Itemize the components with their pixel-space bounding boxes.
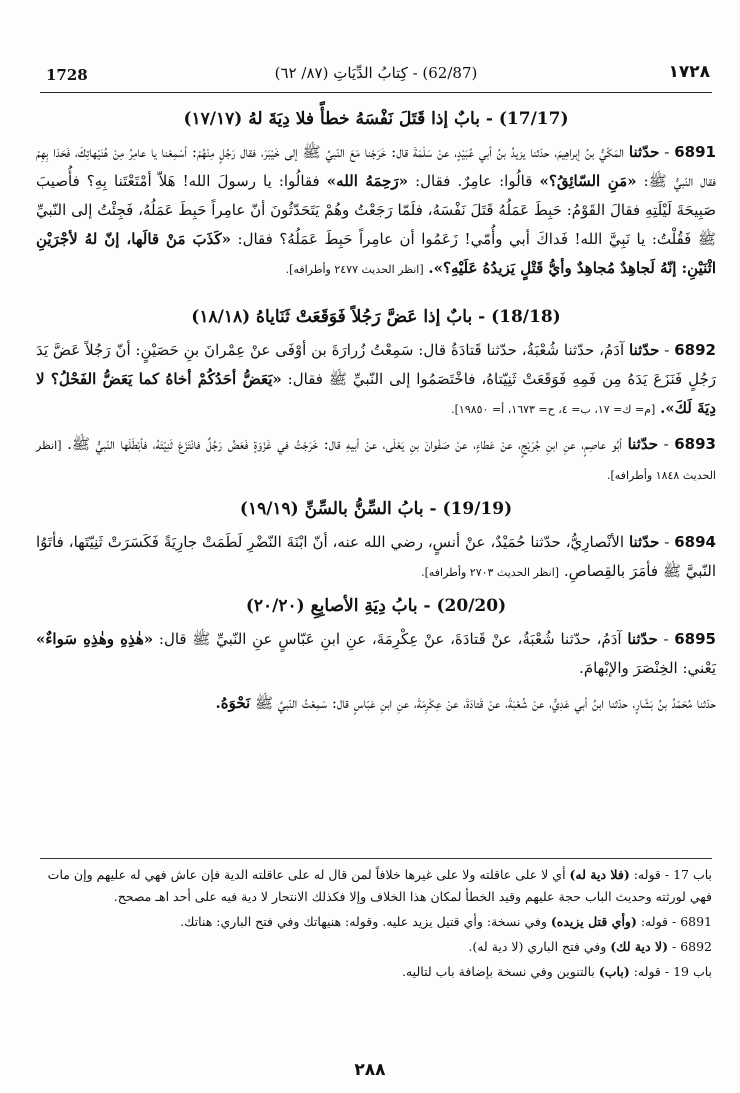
reference-note: [انظر الحديث ٢٧٠٣ وأطرافه]. xyxy=(421,566,560,579)
footnote xyxy=(40,864,712,908)
reference-note: [م= ك= ١٧، ب= ٤، ح= ١٦٧٣، أ= ١٩٨٥٠]. xyxy=(451,403,656,416)
page-number-latin: 1728 xyxy=(46,66,88,84)
chapter-heading: (20/20) - بابُ دِيَةِ الأصابِعِ (٢٠/٢٠) xyxy=(245,596,507,616)
footnote-text: وفي فتح الباري (لا دية له). xyxy=(468,939,611,954)
footnote-bold: (لا دية لك) xyxy=(610,939,669,954)
footnote-label: باب 17 - قوله: xyxy=(629,867,712,882)
haddathana-word: حدّثنا xyxy=(627,435,658,453)
hadith-paragraph xyxy=(36,689,716,718)
hadith-text: يَعْني: الخِنْصَرَ والإبْهامَ. xyxy=(579,659,716,677)
prophet-quote: «كَذَبَ مَنْ قالَها، إنّ لهُ لأجْرَيْنِ اثْنَيْنِ: إنّهُ لَجاهِدٌ مُجاهِدٌ وأيُّ قَتْلٍ يَزيدُهُ عَلَيْهِ؟». xyxy=(36,230,716,277)
hadith-text: المَكّيُّ بنُ إبراهِيمَ، حدّثنا يزيدُ بنُ أبي عُبَيْدٍ، عنْ سَلَمَةَ قال: خَرَجْنا مَعَ النّبيِّ ﷺ إلى خَيْبَرَ، فقال رَجُلٍ مِنْهُمْ: أسْمِعْنا يا عامِرُ مِنْ هُنَيْهاتِكَ، فَحَدَا بِهِمْ فقال النّبيُّ ﷺ: xyxy=(36,143,716,190)
footnote-label: 6892 - xyxy=(668,939,712,954)
hadith-number: 6891 xyxy=(674,143,716,161)
hadith-text: قالُوا: عامِرٌ. فقال: xyxy=(408,172,533,190)
chapter-heading: (19/19) - بابُ السِّنُّ بالسِّنِّ (١٩/١٩) xyxy=(239,499,513,519)
main-text xyxy=(36,100,716,718)
hadith-text: فقالُوا: يا رسولَ الله! هَلاّ أمْتَعْتَنا بِهِ؟ فأُصيبَ صَبِيحَةَ لَيْلَتِهِ فقالَ القَوْمُ: حَبِطَ عَمَلُهُ قَتَلَ نَفْسَهُ، فلَمّا رَجَعْتُ وهُمْ يَتَحَدّثُونَ أنّ عامِراً حَبِطَ عَمَلُهُ، فَجِئْتُ إلى النّبيِّ ﷺ فَقُلْتُ: يا نَبِيَّ الله! فَداكَ أبي وأُمّي! زَعَمُوا أن عامِراً حَبِطَ عَمَلُهُ؟ فقال: xyxy=(36,172,716,248)
footnote-text: بالتنوين وفي نسخة بإضافة باب لتاليه. xyxy=(402,964,599,979)
haddathana-word: حدّثنا xyxy=(628,143,660,161)
prophet-quote: «يَعَضُّ أحَدُكُمْ أخاهُ كما يَعَضُّ الفَحْلُ؟ لا دِيَةَ لَكَ». xyxy=(36,370,716,417)
footnote-bold: (باب) xyxy=(598,964,630,979)
hadith-paragraph: 6894 - حدّثنا الأنْصارِيُّ، حدّثنا حُمَيْدٌ، عنْ أنسٍ، رضي الله عنه، أنّ ابْنَةَ النّضْرِ لَطَمَتْ جارِيَةً فَكَسَرَتْ ثَنِيّتَها، فأتَوُا النّبيَّ ﷺ فأمَرَ بالقِصاصِ. [انظر الحديث ٢٧٠٣ وأطرافه]. xyxy=(36,533,716,580)
hadith-number: 6893 xyxy=(674,435,716,453)
hadith-paragraph: 6891 - حدّثنا المَكّيُّ بنُ إبراهِيمَ، حدّثنا يزيدُ بنُ أبي عُبَيْدٍ، عنْ سَلَمَةَ قال: خَرَجْنا مَعَ النّبيِّ ﷺ إلى خَيْبَرَ، فقال رَجُلٍ مِنْهُمْ: أسْمِعْنا يا عامِرُ مِنْ هُنَيْهاتِكَ، فَحَدَا بِهِمْ فقال النّبيُّ ﷺ: «مَنِ السّائِقُ؟» قالُوا: عامِرٌ. فقال: «رَحِمَهُ الله» فقالُوا: يا رسولَ الله! هَلاّ أمْتَعْتَنا بِهِ؟ فأُصيبَ صَبِيحَةَ لَيْلَتِهِ فقالَ القَوْمُ: حَبِطَ عَمَلُهُ قَتَلَ نَفْسَهُ، فلَمّا رَجَعْتُ وهُمْ يَتَحَدّثُونَ أنّ عامِراً حَبِطَ عَمَلُهُ، فَجِئْتُ إلى النّبيِّ ﷺ فَقُلْتُ: يا نَبِيَّ الله! فَداكَ أبي وأُمّي! زَعَمُوا أن عامِراً حَبِطَ عَمَلُهُ؟ فقال: «كَذَبَ مَنْ قالَها، إنّ لهُ لأجْرَيْنِ اثْنَيْنِ: إنّهُ لَجاهِدٌ مُجاهِدٌ وأيُّ قَتْلٍ يَزيدُهُ عَلَيْهِ؟». [انظر الحديث ٢٤٧٧ وأطرافه]. xyxy=(36,143,716,277)
hadith-text: حدّثنا مُحَمّدُ بنُ بَشّارٍ، حدّثنا ابنُ أبي عَدِيٍّ، عنْ شُعْبَةَ، عنْ قَتادَةَ، عنْ عِكْرِمَةَ، عنِ ابنِ عَبّاسٍ قال: سَمِعْتُ النّبيَّ ﷺ xyxy=(250,694,716,712)
header-rule xyxy=(40,92,712,93)
footnote-bold: (وأي قتل يزيده) xyxy=(550,914,637,929)
hadith-text: آدَمُ، حدّثنا شُعْبَةُ، حدّثنا قَتادَةُ قال: سَمِعْتُ زُرارَةَ بن أوْفَى عنْ عِمْرانَ بنِ حَصَيْنٍ: أنّ رَجُلاً عَضَّ يَدَ رَجُلٍ فَنَزَعَ يَدَهُ مِن فَمِهِ فَوَقَعَتْ ثَنِيّتاهُ، فاخْتَصَمُوا إلى النّبيِّ ﷺ فقال: xyxy=(36,341,716,388)
page-number-arabic: ١٧٢٨ xyxy=(668,62,710,82)
haddathana-word: حدّثنا xyxy=(628,533,660,551)
prophet-quote: «مَنِ السّائِقُ؟» xyxy=(539,172,637,190)
prophet-quote: «رَحِمَهُ الله» xyxy=(326,172,409,190)
footnote-bold: (فلا دية له) xyxy=(569,867,630,882)
footnote-rule xyxy=(40,858,712,859)
prophet-quote: «هٰذِهِ وهٰذِهِ سَواءٌ» xyxy=(36,630,154,648)
footnote-label: 6891 - قوله: xyxy=(636,914,712,929)
hadith-text: الأنْصارِيُّ، حدّثنا حُمَيْدٌ، عنْ أنسٍ، رضي الله عنه، أنّ ابْنَةَ النّضْرِ لَطَمَتْ جارِيَةً فَكَسَرَتْ ثَنِيّتَها، فأتَوُا النّبيَّ ﷺ فأمَرَ بالقِصاصِ. xyxy=(36,533,716,580)
reference-note: [انظر الحديث ١٨٤٨ وأطرافه]. xyxy=(36,439,716,482)
page-footer-number: ٢٨٨ xyxy=(354,1060,386,1080)
hadith-text: آدَمُ، حدّثنا شُعْبَةُ، عنْ قَتادَةَ، عنْ عِكْرِمَةَ، عنِ ابنِ عَبّاسٍ عنِ النّبيِّ ﷺ قال: xyxy=(153,630,622,648)
prophet-quote: نَحْوَهُ. xyxy=(215,694,251,712)
page-header xyxy=(40,58,712,92)
hadith-number: 6892 xyxy=(674,341,716,359)
hadith-number: 6895 xyxy=(674,630,716,648)
hadith-number: 6894 xyxy=(674,533,716,551)
running-title: (62/87) - كِتابُ الدِّيَاتِ (٨٧/ ٦٢) xyxy=(274,64,478,82)
footnote-label: باب 19 - قوله: xyxy=(629,964,712,979)
haddathana-word: حدّثنا xyxy=(629,341,660,359)
footnote xyxy=(40,961,712,983)
footnote xyxy=(40,936,712,958)
reference-note: [انظر الحديث ٢٤٧٧ وأطرافه]. xyxy=(285,263,424,276)
hadith-paragraph: 6895 - حدّثنا آدَمُ، حدّثنا شُعْبَةُ، عنْ قَتادَةَ، عنْ عِكْرِمَةَ، عنِ ابنِ عَبّاسٍ عنِ النّبيِّ ﷺ قال: «هٰذِهِ وهٰذِهِ سَواءٌ» يَعْني: الخِنْصَرَ والإبْهامَ. xyxy=(36,630,716,677)
footnote xyxy=(40,911,712,933)
hadith-text: أبُو عاصِمٍ، عنِ ابنِ جُرَيْجٍ، عنْ عَطاءٍ، عنْ صَفْوانَ بنِ يَعْلَى، عنْ أبيهِ قال: خَرَجْتُ في غَزْوَةٍ فَعَضَّ رَجُلٌ فانْتَزَعَ ثَنِيّتَهُ، فأبْطَلَها النّبيُّ ﷺ. xyxy=(67,435,622,453)
footnotes xyxy=(40,864,712,986)
chapter-heading: (18/18) - بابٌ إذا عَضَّ رَجُلاً فَوَقَعَتْ ثَنَاياهُ (١٨/١٨) xyxy=(191,307,561,327)
chapter-heading: (17/17) - بابٌ إذا قَتَلَ نَفْسَهُ خطأً فلا دِيَةَ لهُ (١٧/١٧) xyxy=(183,109,569,129)
hadith-paragraph: 6893 - حدّثنا أبُو عاصِمٍ، عنِ ابنِ جُرَيْجٍ، عنْ عَطاءٍ، عنْ صَفْوانَ بنِ يَعْلَى، عنْ أبيهِ قال: خَرَجْتُ في غَزْوَةٍ فَعَضَّ رَجُلٌ فانْتَزَعَ ثَنِيّتَهُ، فأبْطَلَها النّبيُّ ﷺ. [انظر الحديث ١٨٤٨ وأطرافه]. xyxy=(36,435,716,482)
hadith-paragraph: 6892 - حدّثنا آدَمُ، حدّثنا شُعْبَةُ، حدّثنا قَتادَةُ قال: سَمِعْتُ زُرارَةَ بن أوْفَى عنْ عِمْرانَ بنِ حَصَيْنٍ: أنّ رَجُلاً عَضَّ يَدَ رَجُلٍ فَنَزَعَ يَدَهُ مِن فَمِهِ فَوَقَعَتْ ثَنِيّتاهُ، فاخْتَصَمُوا إلى النّبيِّ ﷺ فقال: «يَعَضُّ أحَدُكُمْ أخاهُ كما يَعَضُّ الفَحْلُ؟ لا دِيَةَ لَكَ». [م= ك= ١٧، ب= ٤، ح= ١٦٧٣، أ= ١٩٨٥٠]. xyxy=(36,341,716,417)
footnote-text: أي لا على عاقلته ولا على غيرها خلافاً لمن قال له على عاقلته الدية فإن عاش فهي له عليهم وإن مات فهي لورثته وحديث الباب حجة عليهم وقيد الخطأ لمكان هذا الخلاف وإلا فكذلك الانتحار لا دية فيه على أحد اهـ مصحح. xyxy=(47,867,712,904)
haddathana-word: حدّثنا xyxy=(627,630,658,648)
footnote-text: وفي نسخة: وأي قتيل يزيد عليه. وقوله: هنيهاتك وفي فتح الباري: هناتك. xyxy=(180,914,551,929)
